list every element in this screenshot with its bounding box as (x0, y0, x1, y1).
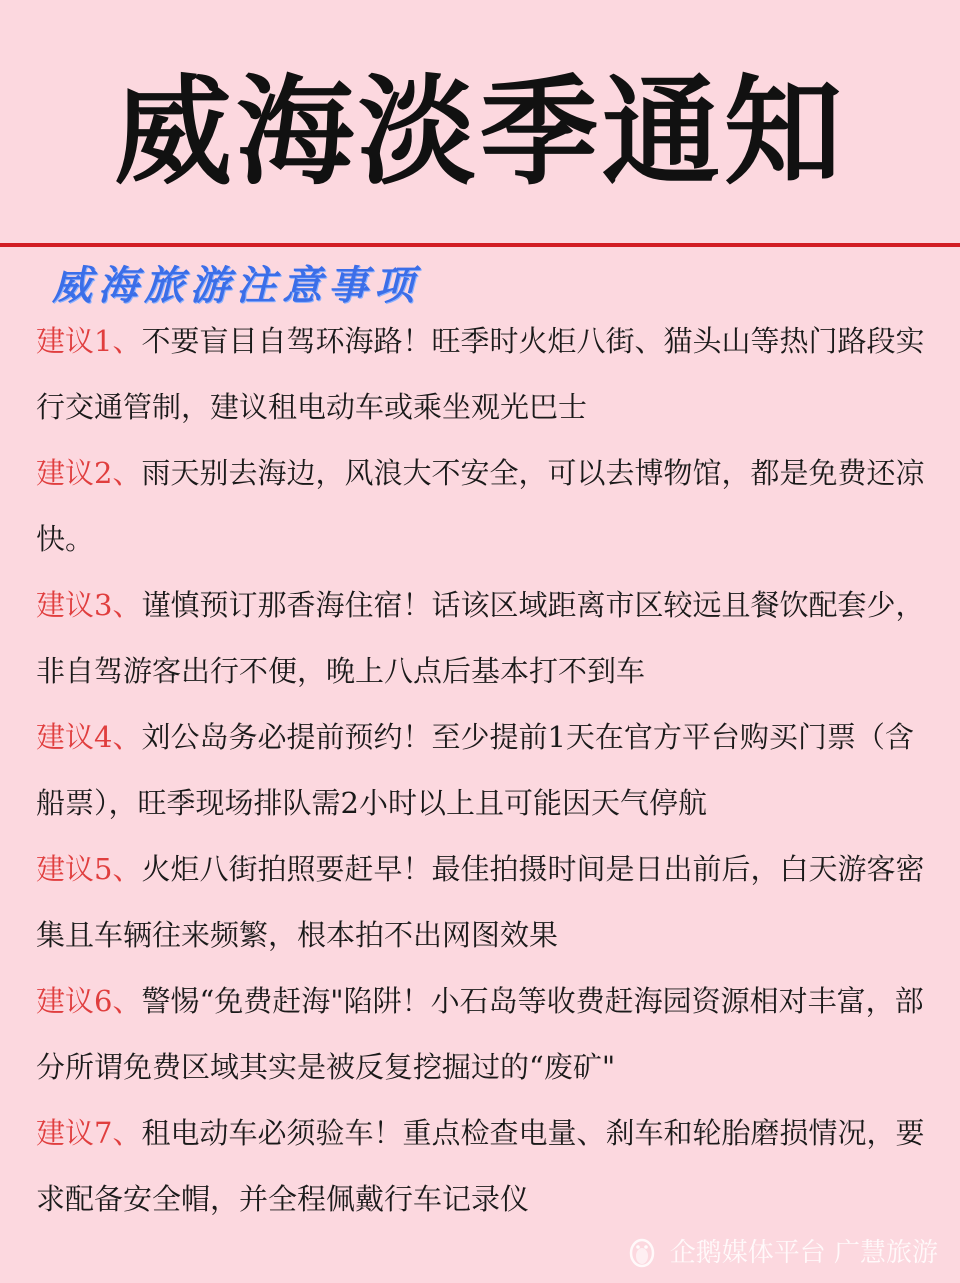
divider (0, 243, 960, 247)
tip-item (36, 440, 928, 572)
tip-label: 建议7、 (36, 1116, 142, 1150)
tip-text: 雨天别去海边，风浪大不安全，可以去博物馆，都是免费还凉快。 (36, 456, 925, 556)
tip-item (36, 308, 928, 440)
tip-item (36, 968, 928, 1100)
tip-text: 租电动车必须验车！重点检查电量、刹车和轮胎磨损情况，要求配备安全帽，并全程佩戴行车记录仪 (36, 1116, 925, 1216)
tip-item (36, 704, 928, 836)
tip-text: 不要盲目自驾环海路！旺季时火炬八街、猫头山等热门路段实行交通管制，建议租电动车或乘坐观光巴士 (36, 324, 925, 424)
watermark-text: 企鹅媒体平台 广慧旅游 (669, 1238, 938, 1268)
tips-list (36, 308, 928, 1232)
subtitle: 威海旅游注意事项 (52, 262, 420, 309)
tip-text: 警惕“免费赶海"陷阱！小石岛等收费赶海园资源相对丰富，部分所谓免费区域其实是被反复挖掘过的“废矿" (36, 984, 924, 1084)
tip-label: 建议3、 (36, 588, 142, 622)
tip-item (36, 836, 928, 968)
watermark (624, 1232, 938, 1269)
tip-label: 建议5、 (36, 852, 142, 886)
tip-item (36, 1100, 928, 1232)
tip-text: 火炬八街拍照要赶早！最佳拍摄时间是日出前后，白天游客密集且车辆往来频繁，根本拍不出网图效果 (36, 852, 925, 952)
page-title: 威海淡季通知 (113, 62, 846, 201)
tip-label: 建议4、 (36, 720, 142, 754)
tip-label: 建议6、 (36, 984, 142, 1018)
tip-item (36, 572, 928, 704)
penguin-icon (624, 1233, 660, 1269)
tip-label: 建议1、 (36, 324, 142, 358)
tip-text: 谨慎预订那香海住宿！话该区域距离市区较远且餐饮配套少，非自驾游客出行不便，晚上八点后基本打不到车 (36, 588, 925, 688)
tip-text: 刘公岛务必提前预约！至少提前1天在官方平台购买门票（含船票），旺季现场排队需2小时以上且可能因天气停航 (36, 720, 914, 820)
tip-label: 建议2、 (36, 456, 142, 490)
